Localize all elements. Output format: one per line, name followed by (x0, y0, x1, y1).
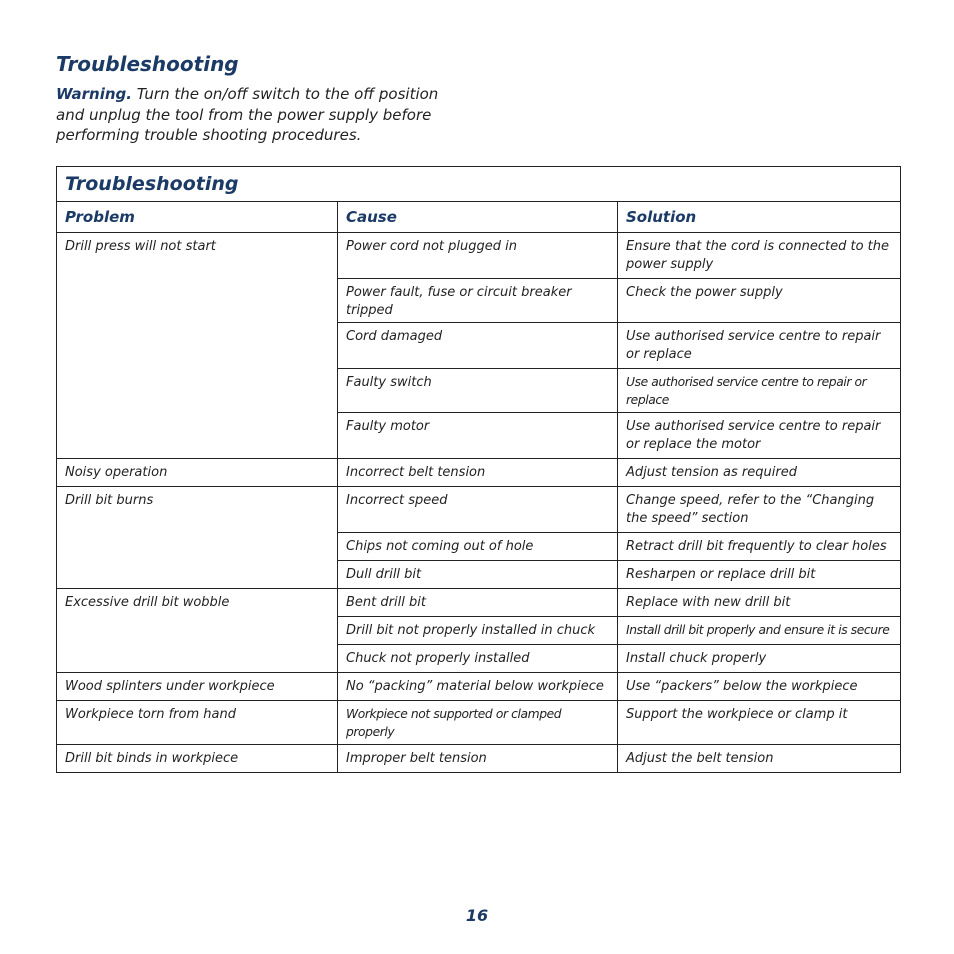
cause-cell: Dull drill bit (338, 561, 618, 589)
cause-cell: No “packing” material below workpiece (338, 673, 618, 701)
cause-cell: Drill bit not properly installed in chuck (338, 617, 618, 645)
table-row (57, 673, 901, 701)
table-caption-row (57, 167, 901, 202)
cause-cell: Incorrect speed (338, 487, 618, 533)
solution-cell: Retract drill bit frequently to clear holes (618, 533, 901, 561)
cause-cell: Workpiece not supported or clamped properly (338, 701, 618, 745)
solution-cell: Adjust tension as required (618, 459, 901, 487)
troubleshooting-table (56, 166, 901, 773)
problem-cell: Drill bit binds in workpiece (57, 745, 338, 773)
table-row (57, 459, 901, 487)
table-row (57, 589, 901, 617)
solution-cell: Use “packers” below the workpiece (618, 673, 901, 701)
warning-notice (56, 84, 466, 146)
cause-cell: Chips not coming out of hole (338, 533, 618, 561)
page-title: Troubleshooting (56, 52, 239, 76)
cause-cell: Cord damaged (338, 323, 618, 369)
table-row (57, 745, 901, 773)
problem-cell: Workpiece torn from hand (57, 701, 338, 745)
table-header-row (57, 202, 901, 233)
solution-cell: Use authorised service centre to repair or replace (618, 369, 901, 413)
table-row (57, 233, 901, 279)
solution-cell: Change speed, refer to the “Changing the speed” section (618, 487, 901, 533)
solution-cell: Resharpen or replace drill bit (618, 561, 901, 589)
solution-cell: Install drill bit properly and ensure it is secure (618, 617, 901, 645)
solution-cell: Use authorised service centre to repair or replace (618, 323, 901, 369)
cause-cell: Improper belt tension (338, 745, 618, 773)
problem-cell: Excessive drill bit wobble (57, 589, 338, 673)
warning-lead: Warning. (56, 85, 132, 103)
cause-cell: Faulty motor (338, 413, 618, 459)
problem-cell: Drill press will not start (57, 233, 338, 459)
header-cause: Cause (338, 202, 618, 233)
cause-cell: Chuck not properly installed (338, 645, 618, 673)
solution-cell: Check the power supply (618, 279, 901, 323)
table-caption: Troubleshooting (57, 167, 901, 202)
header-solution: Solution (618, 202, 901, 233)
table-row (57, 487, 901, 533)
cause-cell: Power fault, fuse or circuit breaker tripped (338, 279, 618, 323)
solution-cell: Replace with new drill bit (618, 589, 901, 617)
cause-cell: Power cord not plugged in (338, 233, 618, 279)
table-row (57, 701, 901, 745)
header-problem: Problem (57, 202, 338, 233)
solution-cell: Adjust the belt tension (618, 745, 901, 773)
solution-cell: Support the workpiece or clamp it (618, 701, 901, 745)
cause-cell: Incorrect belt tension (338, 459, 618, 487)
problem-cell: Noisy operation (57, 459, 338, 487)
solution-cell: Ensure that the cord is connected to the power supply (618, 233, 901, 279)
cause-cell: Faulty switch (338, 369, 618, 413)
cause-cell: Bent drill bit (338, 589, 618, 617)
solution-cell: Install chuck properly (618, 645, 901, 673)
problem-cell: Wood splinters under workpiece (57, 673, 338, 701)
solution-cell: Use authorised service centre to repair or replace the motor (618, 413, 901, 459)
problem-cell: Drill bit burns (57, 487, 338, 589)
warning-text: Turn the on/off switch to the off position and unplug the tool from the power supply before performing trouble shooting procedures. (56, 85, 439, 144)
page-number: 16 (465, 906, 489, 925)
